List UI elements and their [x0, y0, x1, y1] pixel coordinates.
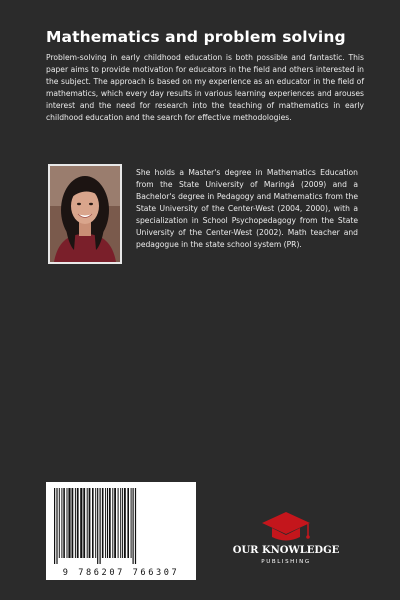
barcode-bar — [120, 488, 121, 558]
barcode-bar — [61, 488, 62, 558]
barcode-bar — [107, 488, 108, 558]
publisher-name: OUR KNOWLEDGE — [232, 545, 340, 556]
barcode-bar — [135, 488, 136, 564]
barcode-bar — [59, 488, 60, 558]
barcode-bar — [127, 488, 129, 558]
graduation-cap-icon — [232, 510, 340, 546]
author-bio: She holds a Master's degree in Mathematics Education from the State University of Maringá (2009) and a Bachelor's degree in Pedagogy and Mathematics from the State University of the Center-West (2004, 2000), with a specialization in School Psychopedagogy from the State University of the Center-West (2002). Math teacher and pedagogue in the state school system (PR). — [136, 168, 358, 249]
barcode-bar — [118, 488, 119, 558]
author-photo — [48, 164, 122, 264]
barcode-bar — [75, 488, 76, 558]
barcode-bar — [102, 488, 104, 558]
isbn-digits: 9 786207 766307 — [62, 568, 180, 578]
barcode-bar — [83, 488, 85, 558]
barcode-bar — [63, 488, 65, 558]
book-title: Mathematics and problem solving — [46, 28, 346, 46]
publisher-subtitle: PUBLISHING — [261, 559, 311, 565]
author-portrait-image — [50, 166, 120, 262]
barcode-bar — [133, 488, 134, 564]
barcode-bar — [97, 488, 98, 564]
isbn-barcode — [46, 482, 196, 580]
barcode-bars — [46, 482, 196, 566]
barcode-bar — [72, 488, 74, 558]
publisher-logo — [232, 510, 340, 570]
barcode-bar — [67, 488, 68, 558]
barcode-bar — [68, 488, 70, 558]
barcode-bar — [80, 488, 82, 558]
barcode-bar — [122, 488, 123, 558]
barcode-bar — [92, 488, 94, 558]
barcode-bar — [95, 488, 96, 558]
barcode-bar — [56, 488, 57, 564]
barcode-bar — [77, 488, 79, 558]
barcode-bar — [87, 488, 88, 558]
barcode-bar — [114, 488, 116, 558]
barcode-bar — [131, 488, 132, 558]
barcode-bar — [105, 488, 106, 558]
barcode-bar — [112, 488, 113, 558]
barcode-bar — [109, 488, 111, 558]
book-abstract: Problem-solving in early childhood education is both possible and fantastic. This paper aims to provide motivation for educators in the field and others interested in the subject. The approach is based on my experience as an educator in the field of mathematics, which every day results in various learning experiences and arouses interest and the need for research into the teaching of mathematics in early childhood education and the search for effective methodologies. — [46, 53, 364, 122]
barcode-bar — [89, 488, 91, 558]
barcode-bar — [54, 488, 55, 564]
barcode-bar — [100, 488, 101, 564]
barcode-bar — [124, 488, 126, 558]
